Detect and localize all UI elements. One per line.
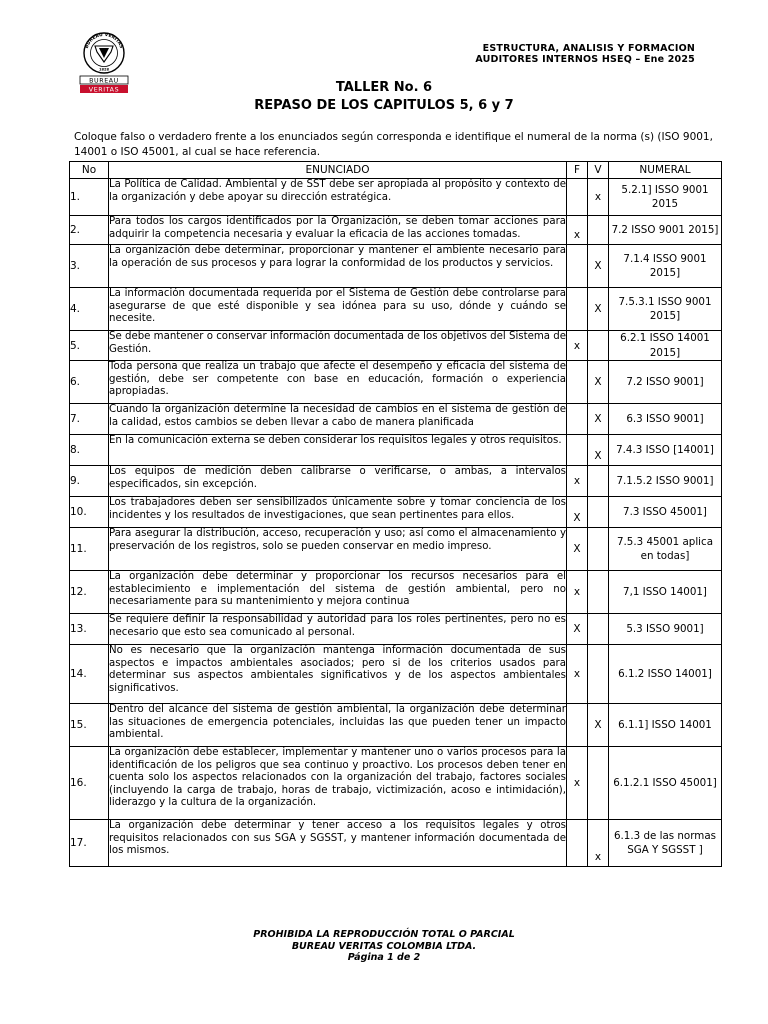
table-row: [70, 704, 722, 747]
row-numeral: 7.3 ISSO 45001]: [609, 497, 722, 528]
row-number: 4.: [70, 288, 109, 331]
row-false-mark: [567, 288, 588, 331]
row-number: 5.: [70, 331, 109, 361]
logo-word-veritas: VERITAS: [88, 86, 120, 94]
row-statement: En la comunicación externa se deben considerar los requisitos legales y otros requisitos.: [109, 435, 567, 466]
row-numeral: 5.2.1] ISSO 9001 2015: [609, 179, 722, 216]
table-row: [70, 466, 722, 497]
table-body: [70, 179, 722, 867]
row-statement: Los equipos de medición deben calibrarse o verificarse, o ambas, a intervalos especificados, sin excepción.: [109, 466, 567, 497]
row-statement: La Política de Calidad. Ambiental y de SST debe ser apropiada al propósito y contexto de la organización y debe apoyar su dirección estratégica.: [109, 179, 567, 216]
row-numeral: 7.2 ISSO 9001 2015]: [609, 216, 722, 245]
footer-line-1: PROHIBIDA LA REPRODUCCIÓN TOTAL O PARCIAL: [253, 929, 515, 940]
title-line-1: TALLER No. 6: [335, 80, 433, 95]
row-true-mark: [588, 747, 609, 820]
table-row: [70, 645, 722, 704]
table-row: [70, 361, 722, 404]
logo-ring-text: BUREAU VERITAS: [84, 32, 124, 50]
row-number: 13.: [70, 614, 109, 645]
row-numeral: 6.3 ISSO 9001]: [609, 404, 722, 435]
row-true-mark: X: [588, 404, 609, 435]
row-true-mark: X: [588, 435, 609, 466]
row-numeral: 7,1 ISSO 14001]: [609, 571, 722, 614]
row-numeral: 7.2 ISSO 9001]: [609, 361, 722, 404]
row-number: 1.: [70, 179, 109, 216]
row-true-mark: x: [588, 179, 609, 216]
table-row: [70, 820, 722, 867]
row-numeral: 5.3 ISSO 9001]: [609, 614, 722, 645]
document-title: [0, 79, 768, 115]
footer-line-2: BUREAU VERITAS COLOMBIA LTDA.: [291, 940, 477, 952]
header-no: No: [70, 162, 109, 179]
document-footer: [0, 929, 768, 964]
footer-line-3: Página 1 de 2: [347, 952, 421, 963]
row-false-mark: x: [567, 466, 588, 497]
row-true-mark: [588, 528, 609, 571]
table-header-row: [70, 162, 722, 179]
row-true-mark: X: [588, 361, 609, 404]
row-number: 7.: [70, 404, 109, 435]
row-number: 10.: [70, 497, 109, 528]
document-header: [475, 43, 695, 65]
row-true-mark: [588, 466, 609, 497]
row-statement: Dentro del alcance del sistema de gestión ambiental, la organización debe determinar las situaciones de emergencia potenciales, incluidas las que pueden tener un impacto ambiental.: [109, 704, 567, 747]
row-statement: Para todos los cargos identificados por la Organización, se deben tomar acciones para adquirir la competencia necesaria y evaluar la eficacia de las acciones tomadas.: [109, 216, 567, 245]
row-false-mark: x: [567, 216, 588, 245]
row-false-mark: X: [567, 497, 588, 528]
header-line-1: ESTRUCTURA, ANALISIS Y FORMACION: [482, 43, 695, 54]
table-row: [70, 497, 722, 528]
header-enunciado: ENUNCIADO: [109, 162, 567, 179]
row-false-mark: x: [567, 747, 588, 820]
row-true-mark: [588, 497, 609, 528]
row-number: 12.: [70, 571, 109, 614]
row-true-mark: x: [588, 820, 609, 867]
row-true-mark: X: [588, 288, 609, 331]
table-row: [70, 216, 722, 245]
table-row: [70, 404, 722, 435]
table-row: [70, 528, 722, 571]
header-falso: F: [567, 162, 588, 179]
row-false-mark: X: [567, 614, 588, 645]
table-row: [70, 288, 722, 331]
header-numeral: NUMERAL: [609, 162, 722, 179]
row-true-mark: [588, 571, 609, 614]
row-numeral: 7.1.5.2 ISSO 9001]: [609, 466, 722, 497]
row-numeral: 7.5.3 45001 aplica en todas]: [609, 528, 722, 571]
table-row: [70, 435, 722, 466]
quiz-table: [69, 161, 722, 867]
row-number: 11.: [70, 528, 109, 571]
table-row: [70, 571, 722, 614]
row-false-mark: [567, 435, 588, 466]
table-row: [70, 179, 722, 216]
row-false-mark: [567, 704, 588, 747]
row-number: 14.: [70, 645, 109, 704]
row-false-mark: x: [567, 331, 588, 361]
row-number: 6.: [70, 361, 109, 404]
title-line-2: REPASO DE LOS CAPITULOS 5, 6 y 7: [254, 98, 514, 113]
row-number: 2.: [70, 216, 109, 245]
table-row: [70, 747, 722, 820]
row-numeral: 6.1.2.1 ISSO 45001]: [609, 747, 722, 820]
row-true-mark: [588, 614, 609, 645]
row-statement: Los trabajadores deben ser sensibilizados únicamente sobre y tomar conciencia de los incidentes y los resultados de investigaciones, que sean pertinentes para ellos.: [109, 497, 567, 528]
logo-word-bureau: BUREAU: [89, 77, 119, 85]
row-true-mark: X: [588, 245, 609, 288]
row-numeral: 7.1.4 ISSO 9001 2015]: [609, 245, 722, 288]
row-false-mark: [567, 361, 588, 404]
row-statement: La organización debe determinar y tener acceso a los requisitos legales y otros requisitos relacionados con sus SGA y SGSST, y mantener información documentada de los mismos.: [109, 820, 567, 867]
row-statement: Cuando la organización determine la necesidad de cambios en el sistema de gestión de la calidad, estos cambios se deben llevar a cabo de manera planificada: [109, 404, 567, 435]
table-row: [70, 245, 722, 288]
row-false-mark: [567, 404, 588, 435]
row-statement: No es necesario que la organización mantenga información documentada de sus aspectos e impactos ambientales asociados; pero si de los criterios usados para determinar sus aspectos ambientales significativos y de los aspectos ambientales significativos.: [109, 645, 567, 704]
row-number: 3.: [70, 245, 109, 288]
row-number: 8.: [70, 435, 109, 466]
header-line-2: AUDITORES INTERNOS HSEQ – Ene 2025: [475, 54, 695, 65]
row-numeral: 6.1.3 de las normas SGA Y SGSST ]: [609, 820, 722, 867]
row-statement: Para asegurar la distribución, acceso, recuperación y uso; así como el almacenamiento y preservación de los registros, solo se pueden conservar en medio impreso.: [109, 528, 567, 571]
row-false-mark: [567, 179, 588, 216]
row-statement: Se debe mantener o conservar información documentada de los objetivos del Sistema de Gestión.: [109, 331, 567, 361]
row-numeral: 6.1.2 ISSO 14001]: [609, 645, 722, 704]
row-numeral: 6.2.1 ISSO 14001 2015]: [609, 331, 722, 361]
header-verdadero: V: [588, 162, 609, 179]
row-number: 15.: [70, 704, 109, 747]
row-number: 16.: [70, 747, 109, 820]
table-row: [70, 614, 722, 645]
row-statement: La organización debe determinar, proporcionar y mantener el ambiente necesario para la operación de sus procesos y para lograr la conformidad de los productos y servicios.: [109, 245, 567, 288]
logo-year: 1828: [98, 67, 110, 72]
row-false-mark: X: [567, 528, 588, 571]
row-false-mark: x: [567, 645, 588, 704]
row-number: 9.: [70, 466, 109, 497]
row-true-mark: X: [588, 704, 609, 747]
row-statement: Se requiere definir la responsabilidad y autoridad para los roles pertinentes, pero no es necesario que esto sea comunicado al personal.: [109, 614, 567, 645]
row-false-mark: x: [567, 571, 588, 614]
row-statement: La información documentada requerida por el Sistema de Gestión debe controlarse para asegurarse de que esté disponible y sea idónea para su uso, dónde y cuándo se necesite.: [109, 288, 567, 331]
row-number: 17.: [70, 820, 109, 867]
row-statement: La organización debe establecer, implementar y mantener uno o varios procesos para la identificación de los peligros que sea continuo y proactivo. Los procesos deben tener en cuenta solo los aspectos relacionados con la organización del trabajo, factores sociales (incluyendo la carga de trabajo, horas de trabajo, victimización, acoso e intimidación), liderazgo y la cultura de la organización.: [109, 747, 567, 820]
row-numeral: 7.5.3.1 ISSO 9001 2015]: [609, 288, 722, 331]
row-false-mark: [567, 245, 588, 288]
row-statement: La organización debe determinar y proporcionar los recursos necesarios para el establecimiento e implementación del sistema de gestión ambiental, pero no necesariamente para su mantenimiento y mejora continua: [109, 571, 567, 614]
row-true-mark: [588, 331, 609, 361]
row-true-mark: [588, 645, 609, 704]
row-true-mark: [588, 216, 609, 245]
table-row: [70, 331, 722, 361]
row-numeral: 6.1.1] ISSO 14001: [609, 704, 722, 747]
row-false-mark: [567, 820, 588, 867]
instructions-text: Coloque falso o verdadero frente a los enunciados según corresponda e identifique el numeral de la norma (s) (ISO 9001, 14001 o ISO 45001, al cual se hace referencia.: [74, 131, 713, 158]
row-statement: Toda persona que realiza un trabajo que afecte el desempeño y eficacia del sistema de gestión, debe ser competente con base en educación, formación o experiencia apropiadas.: [109, 361, 567, 404]
row-numeral: 7.4.3 ISSO [14001]: [609, 435, 722, 466]
